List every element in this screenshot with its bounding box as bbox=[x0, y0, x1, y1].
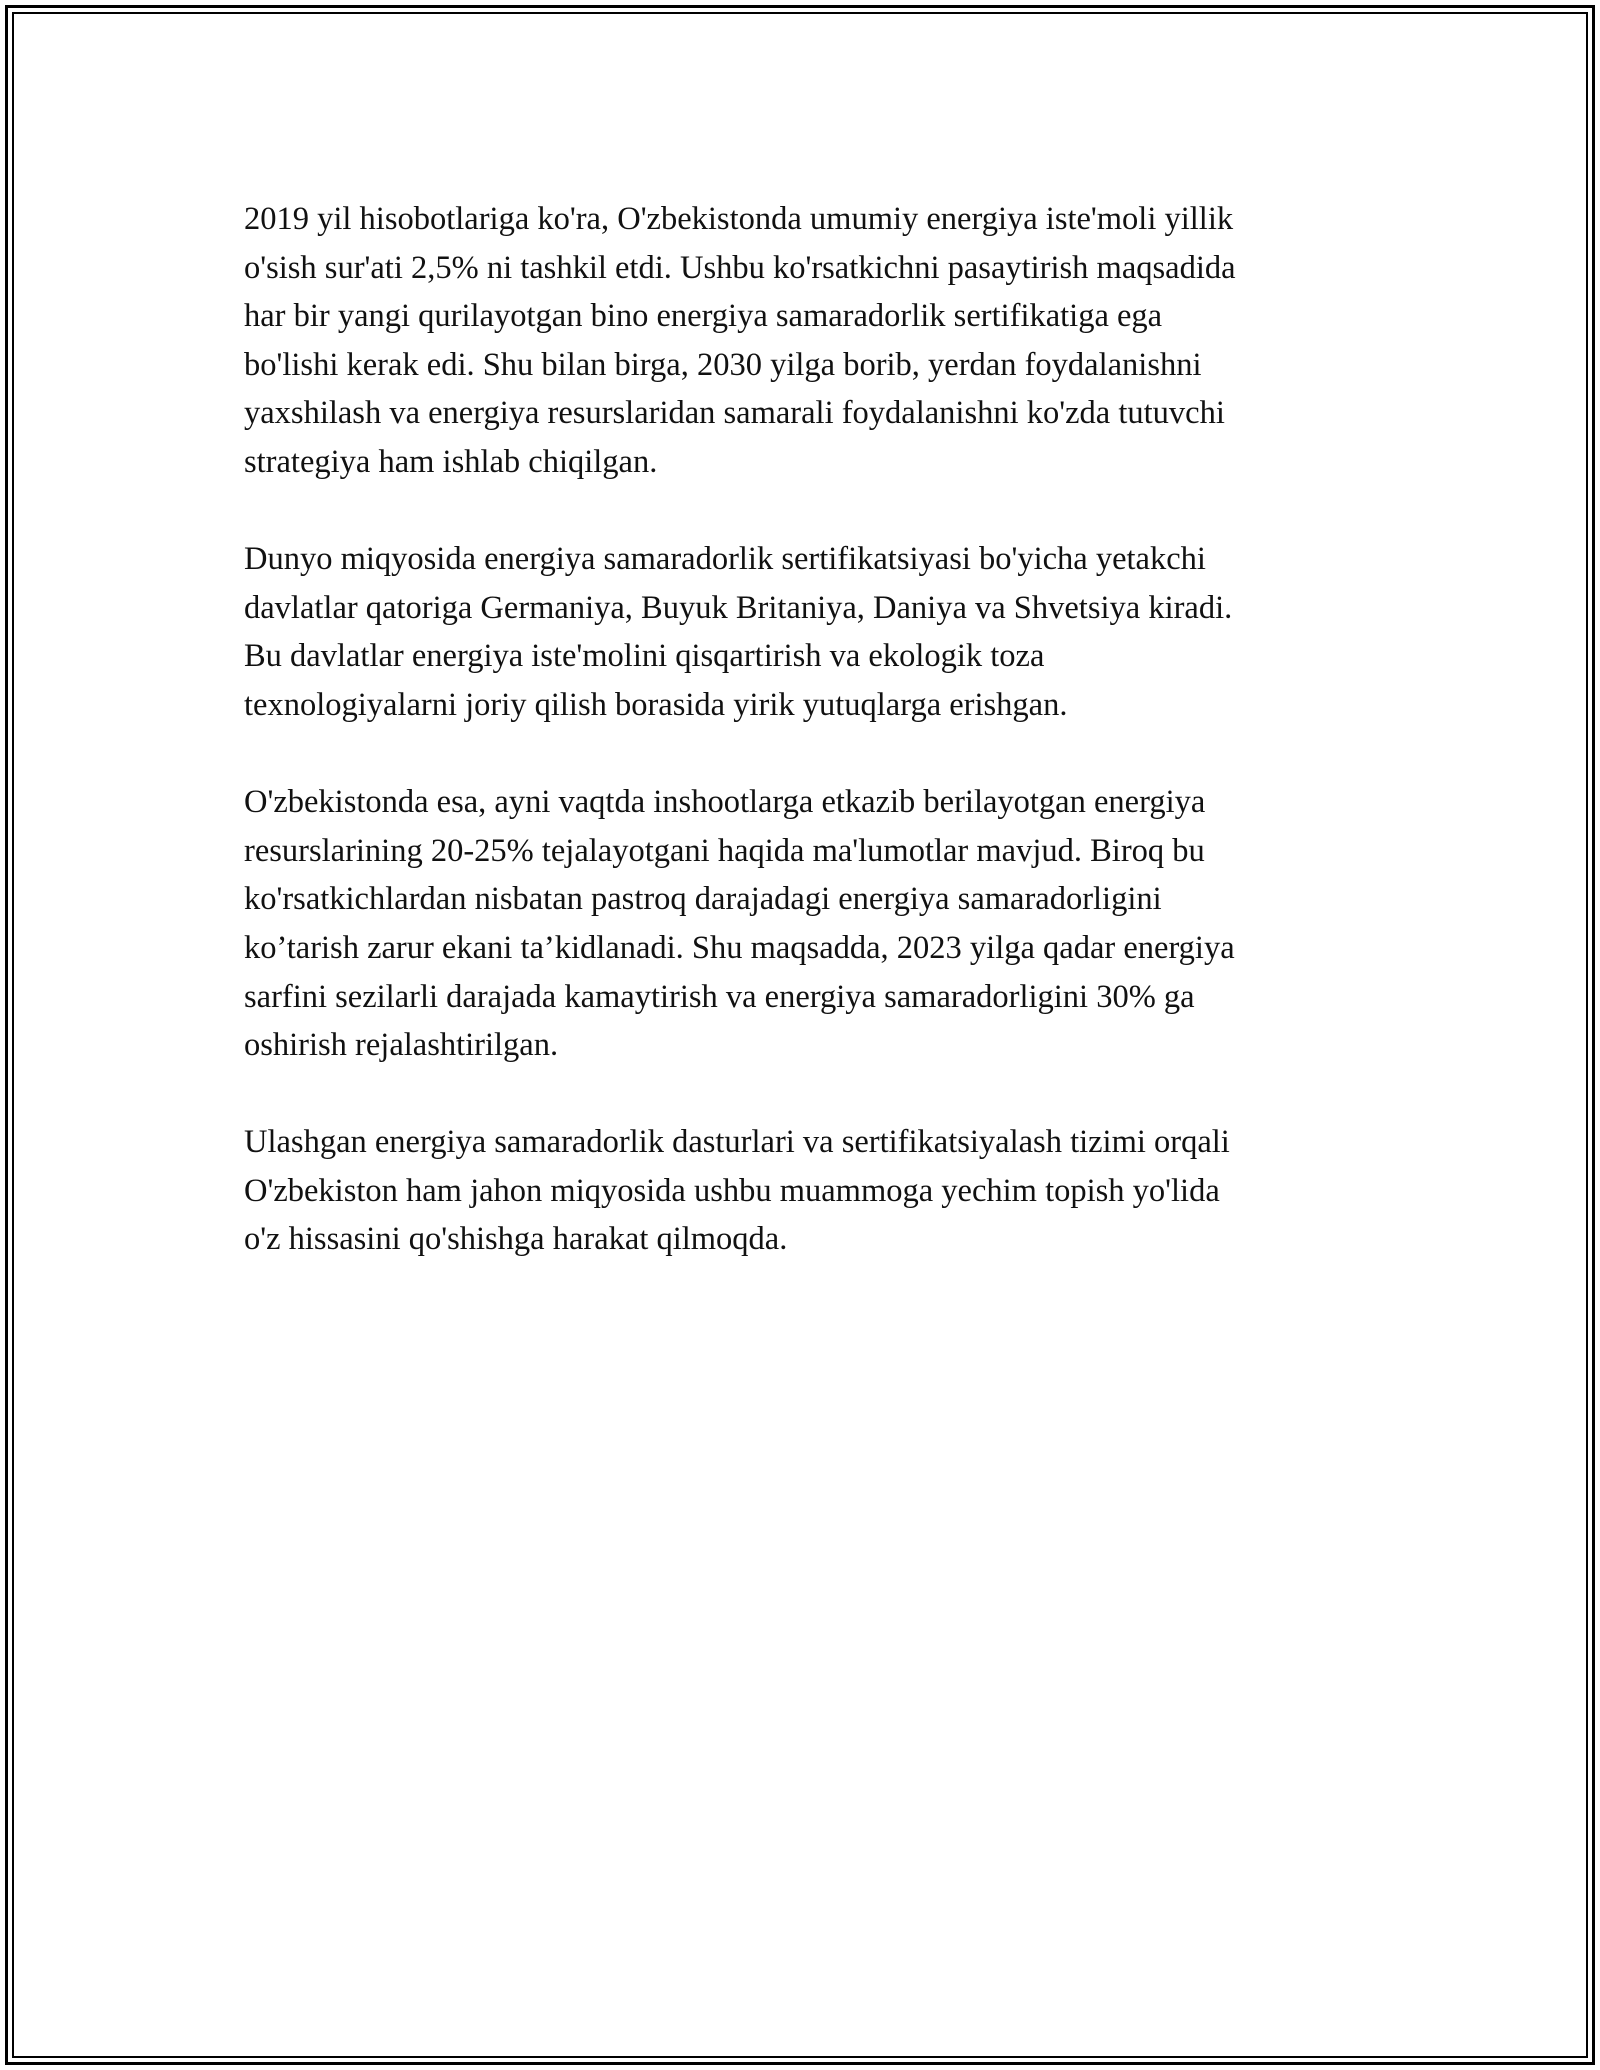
paragraph-energy-consumption: 2019 yil hisobotlariga ko'ra, O'zbekistonda umumiy energiya iste'moli yillik o'sish sur'ati 2,5% ni tashkil etdi. Ushbu ko'rsatkichni pasaytirish maqsadida har bir yangi qurilayotgan bino energiya samaradorlik sertifikatiga ega bo'lishi kerak edi. Shu bilan birga, 2030 yilga borib, yerdan foydalanishni yaxshilash va energiya resurslaridan samarali foydalanishni ko'zda tutuvchi strategiya ham ishlab chiqilgan. bbox=[244, 201, 1236, 480]
page-border bbox=[5, 5, 1595, 2065]
paragraph-uzbekistan-savings: O'zbekistonda esa, ayni vaqtda inshootlarga etkazib berilayotgan energiya resurslarining 20-25% tejalayotgani haqida ma'lumotlar mavjud. Biroq bu ko'rsatkichlardan nisbatan pastroq darajadagi energiya samaradorligini ko’tarish zarur ekani ta’kidlanadi. Shu maqsadda, 2023 yilga qadar energiya sarfini sezilarli darajada kamaytirish va energiya samaradorligini 30% ga oshirish rejalashtirilgan. bbox=[244, 784, 1235, 1064]
paragraph-programs-conclusion: Ulashgan energiya samaradorlik dasturlari va sertifikatsiyalash tizimi orqali O'zbekiston ham jahon miqyosida ushbu muammoga yechim topish yo'lida o'z hissasini qo'shishga harakat qilmoqda. bbox=[244, 1124, 1230, 1258]
paragraph-world-leaders: Dunyo miqyosida energiya samaradorlik sertifikatsiyasi bo'yicha yetakchi davlatlar qatoriga Germaniya, Buyuk Britaniya, Daniya va Shvetsiya kiradi. Bu davlatlar energiya iste'molini qisqartirish va ekologik toza texnologiyalarni joriy qilish borasida yirik yutuqlarga erishgan. bbox=[244, 541, 1233, 723]
document-body bbox=[244, 195, 1374, 1313]
